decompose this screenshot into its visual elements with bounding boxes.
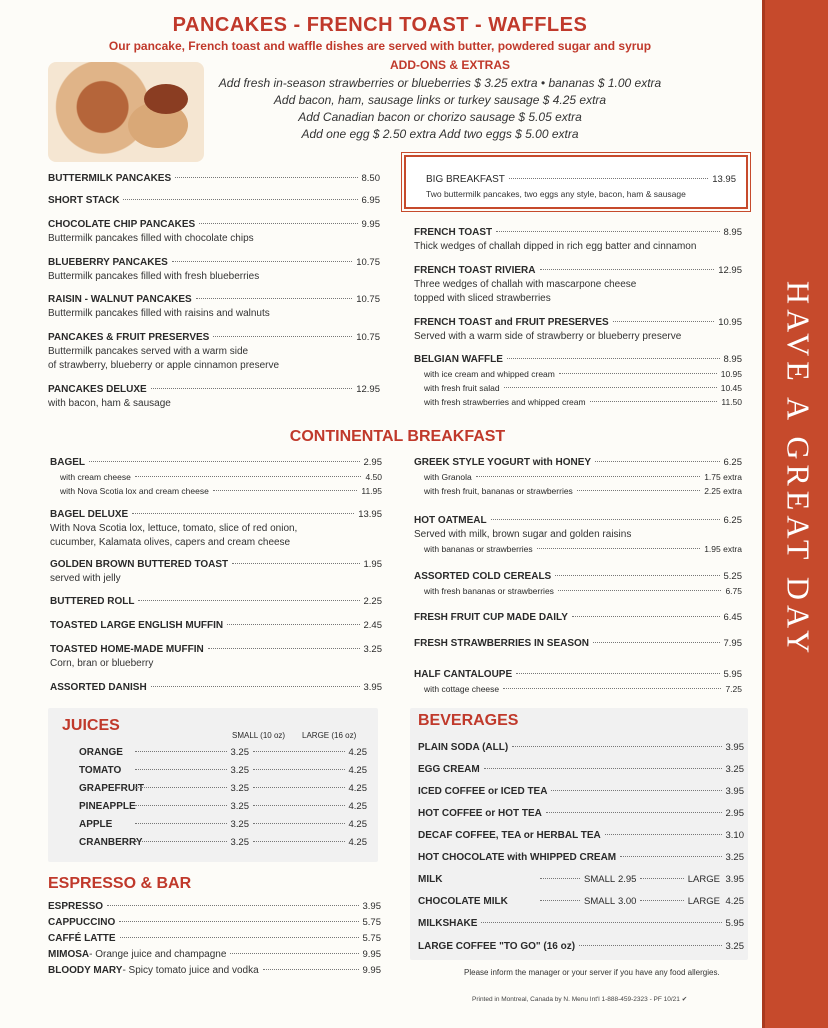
item-price: 5.25 xyxy=(723,571,742,582)
item-name: ASSORTED DANISH xyxy=(50,682,147,693)
addons-title: ADD-ONS & EXTRAS xyxy=(389,58,510,72)
item-price: 7.95 xyxy=(723,638,742,649)
item-name: FRENCH TOAST and FRUIT PRESERVES xyxy=(414,317,609,328)
item-price: 2.45 xyxy=(363,620,382,631)
item-description: Served with a warm side of strawberry or blueberry preserve xyxy=(414,331,682,342)
juice-name: GRAPEFRUIT xyxy=(79,783,144,794)
juice-name: ORANGE xyxy=(79,747,123,758)
item-name: MILKSHAKE xyxy=(418,918,478,929)
item-price: 9.95 xyxy=(362,965,381,976)
item-price: 10.75 xyxy=(356,294,380,305)
item-name: GOLDEN BROWN BUTTERED TOAST xyxy=(50,559,229,570)
item-name: BLOODY MARY xyxy=(48,965,123,976)
addon-line: Add fresh in-season strawberries or blueberries $ 3.25 extra • bananas $ 1.00 extra xyxy=(218,76,662,90)
item-name: RAISIN - WALNUT PANCAKES xyxy=(48,294,192,305)
juice-row xyxy=(79,764,367,782)
item-price: 8.95 xyxy=(723,354,742,365)
item-option-price: 1.75 extra xyxy=(704,472,742,482)
item-option-price: 11.95 xyxy=(361,486,382,496)
item-option-price: 6.75 xyxy=(725,586,742,596)
section-title-espresso: ESPRESSO & BAR xyxy=(48,875,192,892)
item-description: topped with sliced strawberries xyxy=(414,293,551,304)
menu-item xyxy=(418,829,744,851)
menu-item xyxy=(50,595,382,609)
juice-small-price: 3.25 xyxy=(230,765,249,776)
addon-line: Add one egg $ 2.50 extra Add two eggs $ 5.00 extra xyxy=(301,127,579,141)
sidebar-text: HAVE A GREAT DAY xyxy=(780,281,817,659)
menu-item xyxy=(50,643,382,671)
item-name: FRESH STRAWBERRIES IN SEASON xyxy=(414,638,590,649)
item-name: ICED COFFEE or ICED TEA xyxy=(418,786,548,797)
item-price: 5.95 xyxy=(723,669,742,680)
item-name: BLUEBERRY PANCAKES xyxy=(48,257,168,268)
item-name: FRESH FRUIT CUP MADE DAILY xyxy=(414,612,568,623)
menu-item xyxy=(48,256,380,284)
item-option-price: 10.95 xyxy=(720,369,742,379)
item-price: 3.95 xyxy=(363,682,382,693)
juice-large-price: 4.25 xyxy=(348,783,367,794)
menu-item xyxy=(418,851,744,873)
item-name: MILK xyxy=(418,874,443,885)
item-option: with fresh strawberries and whipped cream xyxy=(424,397,586,407)
item-price: 3.25 xyxy=(363,644,382,655)
juice-row xyxy=(79,782,367,800)
item-description: With Nova Scotia lox, lettuce, tomato, slice of red onion, xyxy=(50,523,298,534)
menu-item xyxy=(48,383,380,411)
juice-large-header: LARGE (16 oz) xyxy=(302,731,357,740)
item-price: 13.95 xyxy=(712,174,736,185)
item-price: 3.95 xyxy=(725,742,744,753)
item-name: HOT COFFEE or HOT TEA xyxy=(418,808,542,819)
item-description: Thick wedges of challah dipped in rich egg batter and cinnamon xyxy=(414,241,697,252)
addon-line: Add Canadian bacon or chorizo sausage $ 5.05 extra xyxy=(298,110,582,124)
juice-large-price: 4.25 xyxy=(348,765,367,776)
item-price: 9.95 xyxy=(362,949,381,960)
item-description: Buttermilk pancakes served with a warm side xyxy=(48,346,249,357)
item-description: served with jelly xyxy=(50,573,121,584)
item-description: of strawberry, blueberry or apple cinnamon preserve xyxy=(48,360,280,371)
menu-item xyxy=(418,940,744,954)
juice-name: TOMATO xyxy=(79,765,122,776)
item-name: PANCAKES & FRUIT PRESERVES xyxy=(48,332,210,343)
menu-item xyxy=(418,741,744,763)
allergy-note: Please inform the manager or your server if you have any food allergies. xyxy=(464,968,720,977)
item-price: 6.95 xyxy=(361,195,380,206)
menu-item xyxy=(50,619,382,633)
juice-small-price: 3.25 xyxy=(230,747,249,758)
item-name: BAGEL xyxy=(50,457,85,468)
item-name: CAFFÉ LATTE xyxy=(48,933,116,944)
item-price: 8.95 xyxy=(723,227,742,238)
juice-row xyxy=(79,800,367,818)
item-option: with Nova Scotia lox and cream cheese xyxy=(60,486,209,496)
beverage-list xyxy=(418,741,744,873)
item-price: 6.25 xyxy=(723,515,742,526)
section-title-beverages: BEVERAGES xyxy=(418,712,519,729)
item-option-price: 11.50 xyxy=(721,397,742,407)
menu-item xyxy=(414,611,742,625)
menu-item xyxy=(418,873,744,887)
small-label: SMALL xyxy=(584,896,616,907)
menu-item xyxy=(48,218,380,246)
item-price: 5.75 xyxy=(362,933,381,944)
item-description: Buttermilk pancakes filled with chocolate chips xyxy=(48,233,254,244)
item-price: 3.25 xyxy=(725,764,744,775)
item-name: LARGE COFFEE "TO GO" (16 oz) xyxy=(418,941,576,952)
item-name: BUTTERED ROLL xyxy=(50,596,135,607)
juice-name: PINEAPPLE xyxy=(79,801,136,812)
item-price: 3.00 xyxy=(617,896,637,907)
juice-small-header: SMALL (10 oz) xyxy=(232,731,286,740)
menu-item xyxy=(48,948,381,964)
menu-item xyxy=(50,508,382,550)
menu-item xyxy=(418,895,744,909)
juice-name: APPLE xyxy=(79,819,113,830)
juice-name: CRANBERRY xyxy=(79,837,143,848)
juice-small-price: 3.25 xyxy=(230,837,249,848)
item-name: BAGEL DELUXE xyxy=(50,509,129,520)
juice-small-price: 3.25 xyxy=(230,783,249,794)
section-title-juices: JUICES xyxy=(62,717,120,734)
item-name: HOT OATMEAL xyxy=(414,515,487,526)
item-price: 12.95 xyxy=(718,265,742,276)
menu-item xyxy=(414,456,742,498)
menu-item xyxy=(418,807,744,829)
item-name: CAPPUCCINO xyxy=(48,917,116,928)
large-label: LARGE xyxy=(687,896,720,907)
item-name: ASSORTED COLD CEREALS xyxy=(414,571,552,582)
item-price: 3.25 xyxy=(725,941,744,952)
large-label: LARGE xyxy=(687,874,720,885)
item-description: Three wedges of challah with mascarpone cheese xyxy=(414,279,637,290)
item-name: DECAF COFFEE, TEA or HERBAL TEA xyxy=(418,830,601,841)
item-price: 2.95 xyxy=(363,457,382,468)
page-title: PANCAKES - FRENCH TOAST - WAFFLES xyxy=(172,14,588,36)
item-price: 9.95 xyxy=(361,219,380,230)
item-price: 10.75 xyxy=(356,332,380,343)
juice-large-price: 4.25 xyxy=(348,819,367,830)
item-price: 13.95 xyxy=(358,509,382,520)
menu-item xyxy=(414,570,742,598)
juice-small-price: 3.25 xyxy=(230,801,249,812)
item-description: Served with milk, brown sugar and golden raisins xyxy=(414,529,632,540)
menu-item xyxy=(48,916,381,932)
item-name: EGG CREAM xyxy=(418,764,480,775)
item-price: 10.75 xyxy=(356,257,380,268)
juice-list xyxy=(79,746,367,854)
item-description: cucumber, Kalamata olives, capers and cream cheese xyxy=(50,537,291,548)
menu-item xyxy=(50,558,382,586)
item-price: 3.25 xyxy=(725,852,744,863)
menu-item xyxy=(426,173,736,201)
item-description: Two buttermilk pancakes, two eggs any style, bacon, ham & sausage xyxy=(426,189,686,199)
item-price: 3.95 xyxy=(725,786,744,797)
item-name: FRENCH TOAST xyxy=(414,227,493,238)
item-price: 3.10 xyxy=(725,830,744,841)
menu-item xyxy=(414,226,742,254)
item-name: BIG BREAKFAST xyxy=(426,174,505,185)
item-option-price: 1.95 extra xyxy=(704,544,742,554)
item-option: with fresh fruit, bananas or strawberries xyxy=(424,486,573,496)
sidebar-banner xyxy=(762,0,828,1028)
item-name: HALF CANTALOUPE xyxy=(414,669,513,680)
item-price: 5.95 xyxy=(725,918,744,929)
item-name: SHORT STACK xyxy=(48,195,120,206)
item-name: MIMOSA xyxy=(48,949,90,960)
item-name: BELGIAN WAFFLE xyxy=(414,354,503,365)
item-option-price: 2.25 extra xyxy=(704,486,742,496)
item-name: GREEK STYLE YOGURT with HONEY xyxy=(414,457,592,468)
menu-item xyxy=(414,353,742,409)
item-name: HOT CHOCOLATE with WHIPPED CREAM xyxy=(418,852,617,863)
printed-info: Printed in Montreal, Canada by N. Menu Int'l 1-888-459-2323 - PF 10/21 ✔ xyxy=(472,996,688,1003)
juice-row xyxy=(79,746,367,764)
item-price: 6.25 xyxy=(723,457,742,468)
item-price: 2.95 xyxy=(617,874,637,885)
juice-row xyxy=(79,836,367,854)
item-price: 4.25 xyxy=(725,896,744,907)
item-description: - Orange juice and champagne xyxy=(89,949,227,960)
item-price: 12.95 xyxy=(356,384,380,395)
item-option: with fresh bananas or strawberries xyxy=(424,586,554,596)
menu-item xyxy=(418,917,744,931)
menu-item xyxy=(50,456,382,498)
page-subtitle: Our pancake, French toast and waffle dishes are served with butter, powdered sugar and syrup xyxy=(108,39,652,53)
item-name: PANCAKES DELUXE xyxy=(48,384,147,395)
addon-line: Add bacon, ham, sausage links or turkey sausage $ 4.25 extra xyxy=(273,93,607,107)
item-option-price: 7.25 xyxy=(725,684,742,694)
item-description: - Spicy tomato juice and vodka xyxy=(122,965,259,976)
item-option: with cream cheese xyxy=(60,472,131,482)
item-name: BUTTERMILK PANCAKES xyxy=(48,173,172,184)
menu-item xyxy=(418,785,744,807)
item-name: CHOCOLATE CHIP PANCAKES xyxy=(48,219,196,230)
item-price: 6.45 xyxy=(723,612,742,623)
item-option-price: 10.45 xyxy=(720,383,742,393)
juice-large-price: 4.25 xyxy=(348,801,367,812)
item-description: Corn, bran or blueberry xyxy=(50,658,154,669)
menu-item xyxy=(418,763,744,785)
espresso-list xyxy=(48,900,381,980)
juice-row xyxy=(79,818,367,836)
item-option-price: 4.50 xyxy=(365,472,382,482)
item-name: CHOCOLATE MILK xyxy=(418,896,508,907)
item-price: 3.95 xyxy=(362,901,381,912)
item-price: 10.95 xyxy=(718,317,742,328)
menu-item xyxy=(48,964,381,980)
item-description: Buttermilk pancakes filled with raisins and walnuts xyxy=(48,308,270,319)
item-price: 2.95 xyxy=(725,808,744,819)
item-option: with fresh fruit salad xyxy=(424,383,500,393)
item-price: 5.75 xyxy=(362,917,381,928)
menu-item xyxy=(414,514,742,556)
juice-large-price: 4.25 xyxy=(348,747,367,758)
item-name: FRENCH TOAST RIVIERA xyxy=(414,265,536,276)
item-name: ESPRESSO xyxy=(48,901,104,912)
menu-item xyxy=(414,264,742,306)
item-description: with bacon, ham & sausage xyxy=(48,398,171,409)
section-title-continental: CONTINENTAL BREAKFAST xyxy=(289,428,506,445)
item-option: with Granola xyxy=(424,472,472,482)
menu-item xyxy=(50,681,382,695)
big-breakfast-box xyxy=(404,155,748,209)
menu-item xyxy=(48,900,381,916)
menu-item xyxy=(48,194,380,208)
pancake-photo xyxy=(48,62,204,162)
juice-large-price: 4.25 xyxy=(348,837,367,848)
menu-item xyxy=(414,637,742,651)
item-price: 2.25 xyxy=(363,596,382,607)
juice-small-price: 3.25 xyxy=(230,819,249,830)
menu-item xyxy=(48,172,380,186)
item-name: TOASTED HOME-MADE MUFFIN xyxy=(50,644,204,655)
menu-item xyxy=(48,932,381,948)
small-label: SMALL xyxy=(584,874,616,885)
item-option: with ice cream and whipped cream xyxy=(424,369,555,379)
menu-item xyxy=(414,668,742,696)
menu-item xyxy=(48,331,380,373)
item-price: 8.50 xyxy=(361,173,380,184)
item-name: TOASTED LARGE ENGLISH MUFFIN xyxy=(50,620,224,631)
item-price: 3.95 xyxy=(725,874,744,885)
menu-item xyxy=(48,293,380,321)
item-option: with cottage cheese xyxy=(424,684,500,694)
item-option: with bananas or strawberries xyxy=(424,544,533,554)
item-name: PLAIN SODA (ALL) xyxy=(418,742,509,753)
item-description: Buttermilk pancakes filled with fresh blueberries xyxy=(48,271,260,282)
menu-item xyxy=(414,316,742,344)
item-price: 1.95 xyxy=(363,559,382,570)
